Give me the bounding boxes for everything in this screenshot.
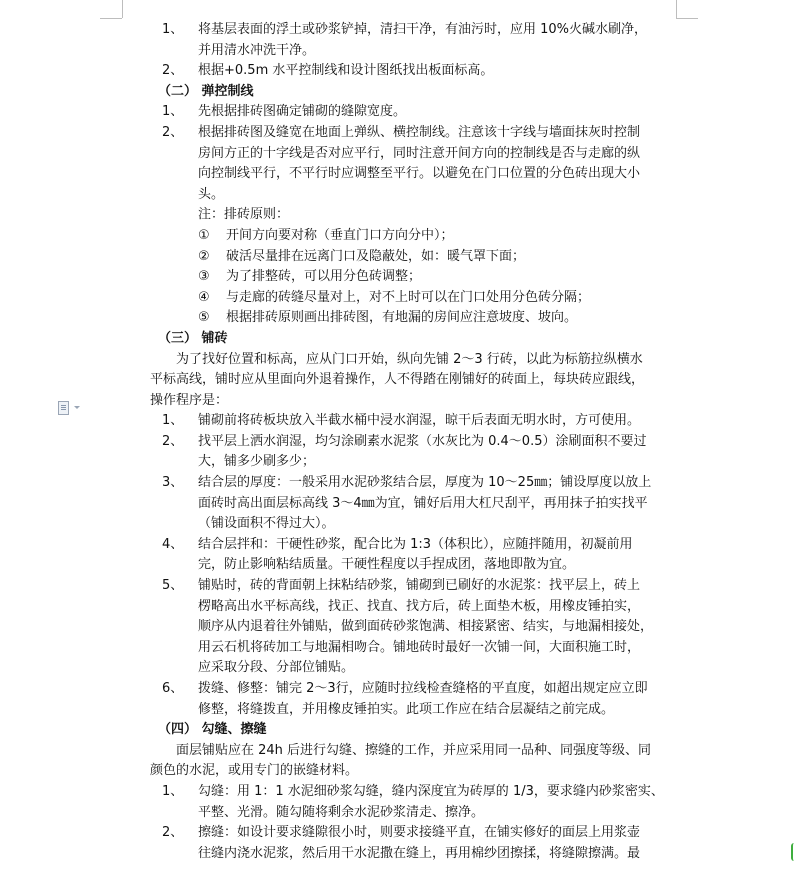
list-item-line: [150, 102, 680, 123]
list-item-text: （铺设面积不得过大）。: [198, 516, 335, 532]
paragraph-line: 面层铺贴应在 24h 后进行勾缝、擦缝的工作，并应采用同一品种、同强度等级、同: [176, 742, 652, 758]
list-item-number: 1、: [162, 104, 184, 120]
rule-text: 破活尽量排在远离门口及隐蔽处，如：暖气罩下面；: [226, 248, 526, 264]
rule-item: [150, 267, 680, 288]
list-item-number: 1、: [162, 783, 184, 799]
list-item-line: [150, 700, 680, 721]
list-item-number: 3、: [162, 475, 184, 491]
rule-number: ①: [198, 227, 210, 243]
section-heading: （三） 铺砖: [158, 330, 228, 346]
list-item-line: [150, 144, 680, 165]
list-item-text: 应采取分段、分部位铺贴。: [198, 660, 355, 676]
list-item-line: [150, 638, 680, 659]
rule-text: 开间方向要对称（垂直门口方向分中）；: [226, 227, 454, 243]
rule-number: ④: [198, 289, 210, 305]
rule-item: [150, 247, 680, 268]
list-item-text: 顺序从内退着往外铺贴，做到面砖砂浆饱满、相接紧密、结实，与地漏相接处，: [198, 619, 654, 635]
list-item-line: [150, 555, 680, 576]
list-item-line: [150, 658, 680, 679]
list-item-line: [150, 535, 680, 556]
list-item-line: [150, 123, 680, 144]
list-item-text: 并用清水冲洗干净。: [198, 42, 316, 58]
list-item-line: [150, 597, 680, 618]
margin-marker-left-h: [100, 18, 122, 19]
list-item-number: 4、: [162, 536, 184, 552]
rule-text: 为了排整砖，可以用分色砖调整；: [226, 269, 422, 285]
list-item-text: 往缝内浇水泥浆，然后用干水泥撒在缝上，再用棉纱团擦揉，将缝隙擦满。最: [198, 845, 641, 861]
list-item-text: 铺砌前将砖板块放入半截水桶中浸水润湿，晾干后表面无明水时，方可使用。: [198, 413, 641, 429]
list-item-number: 2、: [162, 63, 184, 79]
paragraph-line: 操作程序是：: [150, 392, 229, 408]
rule-text: 与走廊的砖缝尽量对上，对不上时可以在门口处用分色砖分隔；: [226, 289, 591, 305]
list-item-line: [150, 617, 680, 638]
list-item-text: 楞略高出水平标高线，找正、找直、找方后，砖上面垫木板，用橡皮锤拍实，: [198, 598, 641, 614]
list-item-text: 拨缝、修整：铺完 2～3行，应随时拉线检查缝格的平直度，如超出规定应立即: [198, 681, 648, 696]
note-label: 注：排砖原则：: [198, 207, 290, 223]
list-item-number: 1、: [162, 413, 184, 429]
top-spacer: [150, 0, 680, 20]
margin-marker-left: [122, 0, 123, 18]
document-icon[interactable]: [58, 401, 70, 414]
list-item-line: [150, 20, 680, 41]
list-item-line: [150, 844, 680, 865]
list-item-line: [150, 823, 680, 844]
green-mark: [791, 843, 799, 861]
list-item-text: 擦缝：如设计要求缝隙很小时，则要求接缝平直，在铺实修好的面层上用浆壶: [198, 825, 641, 841]
list-item-text: 修整，将缝拨直，并用橡皮锤拍实。此项工作应在结合层凝结之前完成。: [198, 701, 615, 717]
list-item-text: 平整、光滑。随勾随将剩余水泥砂浆清走、擦净。: [198, 804, 485, 820]
list-item-line: [150, 576, 680, 597]
list-item-text: 大，铺多少刷多少；: [198, 454, 316, 470]
list-item-text: 结合层拌和：干硬性砂浆，配合比为 1:3（体积比），应随拌随用，初凝前用: [198, 536, 633, 552]
list-item-number: 1、: [162, 22, 184, 37]
list-item-line: [150, 514, 680, 535]
rule-text: 根据排砖原则画出排砖图，有地漏的房间应注意坡度、坡向。: [226, 310, 578, 326]
list-item-line: [150, 452, 680, 473]
list-item-text: 先根据排砖图确定铺砌的缝隙宽度。: [198, 104, 407, 120]
list-item-text: 勾缝：用 1：1 水泥细砂浆勾缝，缝内深度宜为砖厚的 1/3，要求缝内砂浆密实、: [198, 783, 664, 799]
list-item-line: [150, 185, 680, 206]
list-item-number: 6、: [162, 681, 184, 696]
list-item-text: 向控制线平行，不平行时应调整至平行。以避免在门口位置的分色砖出现大小: [198, 166, 641, 182]
list-item-text: 面砖时高出面层标高线 3～4㎜为宜，铺好后用大杠尺刮平，再用抹子拍实找平: [198, 495, 648, 511]
list-item-text: 铺贴时，砖的背面朝上抹粘结砂浆，铺砌到已刷好的水泥浆：找平层上，砖上: [198, 578, 641, 594]
list-item-text: 找平层上洒水润湿，均匀涂刷素水泥浆（水灰比为 0.4～0.5）涂刷面积不要过: [198, 433, 647, 449]
list-item-line: [150, 432, 680, 453]
list-item-number: 2、: [162, 124, 184, 140]
paragraph-line: 平标高线，铺时应从里面向外退着操作，人不得踏在刚铺好的砖面上，每块砖应跟线，: [150, 372, 645, 388]
list-item-text: 房间方正的十字线是否对应平行，同时注意开间方向的控制线是否与走廊的纵: [198, 145, 641, 161]
paragraph-line: 颜色的水泥，或用专门的嵌缝材料。: [150, 763, 359, 779]
list-item-text: 根据+0.5m 水平控制线和设计图纸找出板面标高。: [198, 63, 494, 79]
list-item-line: [150, 473, 680, 494]
section-heading: （四） 勾缝、擦缝: [158, 722, 267, 738]
list-item-line: [150, 494, 680, 515]
rule-number: ②: [198, 248, 210, 264]
rule-item: [150, 308, 680, 329]
list-item-text: 将基层表面的浮土或砂浆铲掉，清扫干净，有油污时，应用 10%火碱水刷净，: [198, 22, 648, 37]
list-item-line: [150, 803, 680, 824]
list-item-number: 5、: [162, 578, 184, 594]
list-item-text: 完，防止影响粘结质量。干硬性程度以手捏成团，落地即散为宜。: [198, 557, 576, 573]
list-item-line: [150, 164, 680, 185]
rule-item: [150, 288, 680, 309]
list-item-text: 结合层的厚度：一般采用水泥砂浆结合层，厚度为 10～25㎜；铺设厚度以放上: [198, 475, 652, 491]
document-body: [150, 0, 680, 864]
list-item-text: 用云石机将砖加工与地漏相吻合。铺地砖时最好一次铺一间，大面积施工时，: [198, 639, 641, 655]
list-item-number: 2、: [162, 825, 184, 841]
rule-number: ⑤: [198, 310, 210, 326]
list-item-text: 根据排砖图及缝宽在地面上弹纵、横控制线。注意该十字线与墙面抹灰时控制: [198, 124, 641, 140]
rule-number: ③: [198, 269, 210, 285]
list-item-number: 2、: [162, 433, 184, 449]
list-item-line: [150, 411, 680, 432]
list-item-line: [150, 679, 680, 700]
list-item-text: 头。: [198, 186, 225, 202]
rule-item: [150, 226, 680, 247]
list-item-line: [150, 782, 680, 803]
list-item-line: [150, 41, 680, 62]
list-item-line: [150, 61, 680, 82]
paragraph-line: 为了找好位置和标高，应从门口开始，纵向先铺 2～3 行砖，以此为标筋拉纵横水: [176, 351, 643, 367]
section-heading: （二） 弹控制线: [158, 83, 254, 99]
